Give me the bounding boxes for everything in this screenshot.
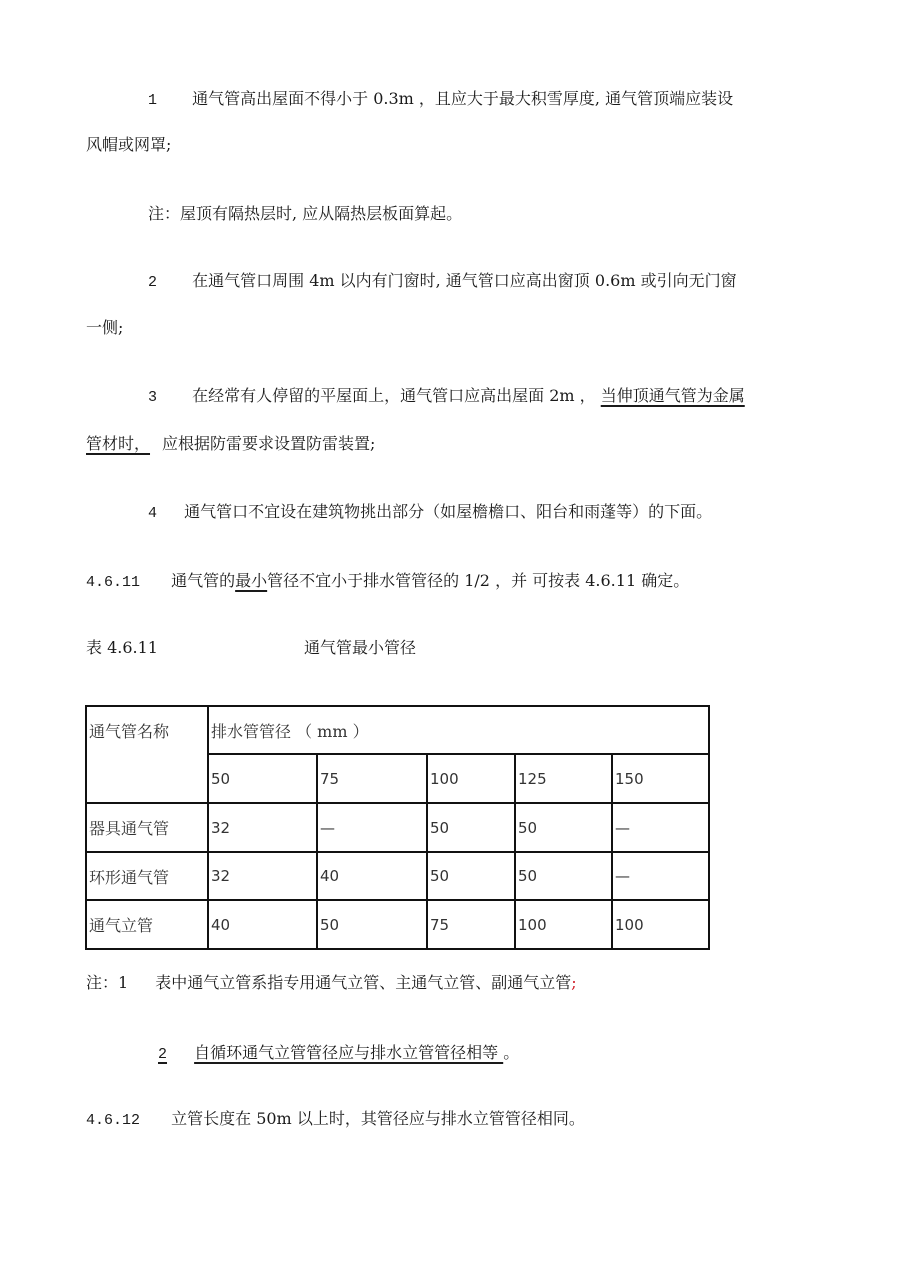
group-header-diameter: 排水管管径 （ mm ）: [208, 706, 709, 754]
table-note-2: [158, 1043, 519, 1065]
table-cell: 32: [208, 803, 317, 852]
table-cell: 50: [427, 803, 515, 852]
table-label: 表 4.6.11: [86, 638, 158, 657]
underlined-text: 管材时，: [86, 434, 151, 453]
note-text: 表中通气立管系指专用通气立管、主通气立管、副通气立管: [155, 973, 572, 992]
underlined-text: 最小: [235, 571, 268, 590]
item-number: 1: [148, 92, 158, 109]
item-text: 通气管高出屋面不得小于 0.3m ，且应大于最大积雪厚度, 通气管顶端应装设: [192, 89, 734, 108]
table-row: [86, 852, 709, 900]
clause-number: 4.6.11: [86, 574, 141, 591]
item-text: 在通气管口周围 4m 以内有门窗时, 通气管口应高出窗顶 0.6m 或引向无门窗: [192, 271, 737, 290]
vent-pipe-min-diameter-table: [85, 705, 710, 950]
row-name: 通气立管: [86, 900, 208, 949]
diameter-cell: 50: [208, 754, 317, 803]
table-cell: 32: [208, 852, 317, 900]
item-3-line-1: [148, 386, 745, 408]
table-title: 通气管最小管径: [304, 638, 417, 657]
table-cell: 50: [515, 803, 612, 852]
roof-note: 注：屋顶有隔热层时, 应从隔热层板面算起。: [148, 204, 463, 223]
note-label: 注：1: [86, 973, 129, 992]
diameter-cell: 75: [317, 754, 427, 803]
table-cell: 40: [208, 900, 317, 949]
clause-number: 4.6.12: [86, 1112, 141, 1129]
diameter-cell: 100: [427, 754, 515, 803]
clause-4-6-11: [86, 571, 689, 593]
row-name: 器具通气管: [86, 803, 208, 852]
item-text: 通气管口不宜设在建筑物挑出部分（如屋檐檐口、阳台和雨蓬等）的下面。: [184, 502, 713, 521]
table-cell: 100: [612, 900, 709, 949]
note-text: 自循环通气立管管径应与排水立管管径相等: [194, 1043, 504, 1062]
diameter-cell: 125: [515, 754, 612, 803]
item-2-line-2: 一侧;: [86, 318, 124, 337]
item-1-line-1: [148, 89, 733, 111]
item-3-line-2: [86, 434, 375, 454]
note-end-mark: ;: [571, 973, 577, 992]
item-text: 应根据防雷要求设置防雷装置;: [162, 434, 376, 453]
diameter-cell: 150: [612, 754, 709, 803]
item-4-line: [148, 502, 712, 524]
table-cell: 100: [515, 900, 612, 949]
item-2-line-1: [148, 271, 737, 293]
note-number: 2: [158, 1046, 168, 1063]
item-number: 3: [148, 389, 158, 406]
table-cell: —: [612, 803, 709, 852]
item-number: 2: [148, 274, 158, 291]
table-cell: —: [612, 852, 709, 900]
column-header-name: 通气管名称: [86, 706, 208, 803]
clause-text-post: 管径不宜小于排水管管径的 1/2 ，并 可按表 4.6.11 确定。: [267, 571, 690, 590]
table-cell: —: [317, 803, 427, 852]
table-cell: 50: [515, 852, 612, 900]
item-1-line-2: 风帽或网罩;: [86, 135, 172, 154]
clause-text-pre: 通气管的: [171, 571, 236, 590]
item-text: 在经常有人停留的平屋面上，通气管口应高出屋面 2m ，: [192, 386, 596, 405]
item-number: 4: [148, 505, 158, 522]
table-caption: [86, 638, 417, 658]
row-name: 环形通气管: [86, 852, 208, 900]
table-note-1: [86, 973, 577, 993]
underlined-text: 当伸顶通气管为金属: [600, 386, 745, 405]
table-cell: 50: [317, 900, 427, 949]
note-end-mark: 。: [503, 1043, 520, 1062]
table-row: [86, 803, 709, 852]
clause-text: 立管长度在 50m 以上时，其管径应与排水立管管径相同。: [171, 1109, 585, 1128]
table-cell: 50: [427, 852, 515, 900]
table-cell: 40: [317, 852, 427, 900]
table-row: [86, 900, 709, 949]
clause-4-6-12: [86, 1109, 585, 1131]
table-cell: 75: [427, 900, 515, 949]
table-header-row: [86, 706, 709, 754]
